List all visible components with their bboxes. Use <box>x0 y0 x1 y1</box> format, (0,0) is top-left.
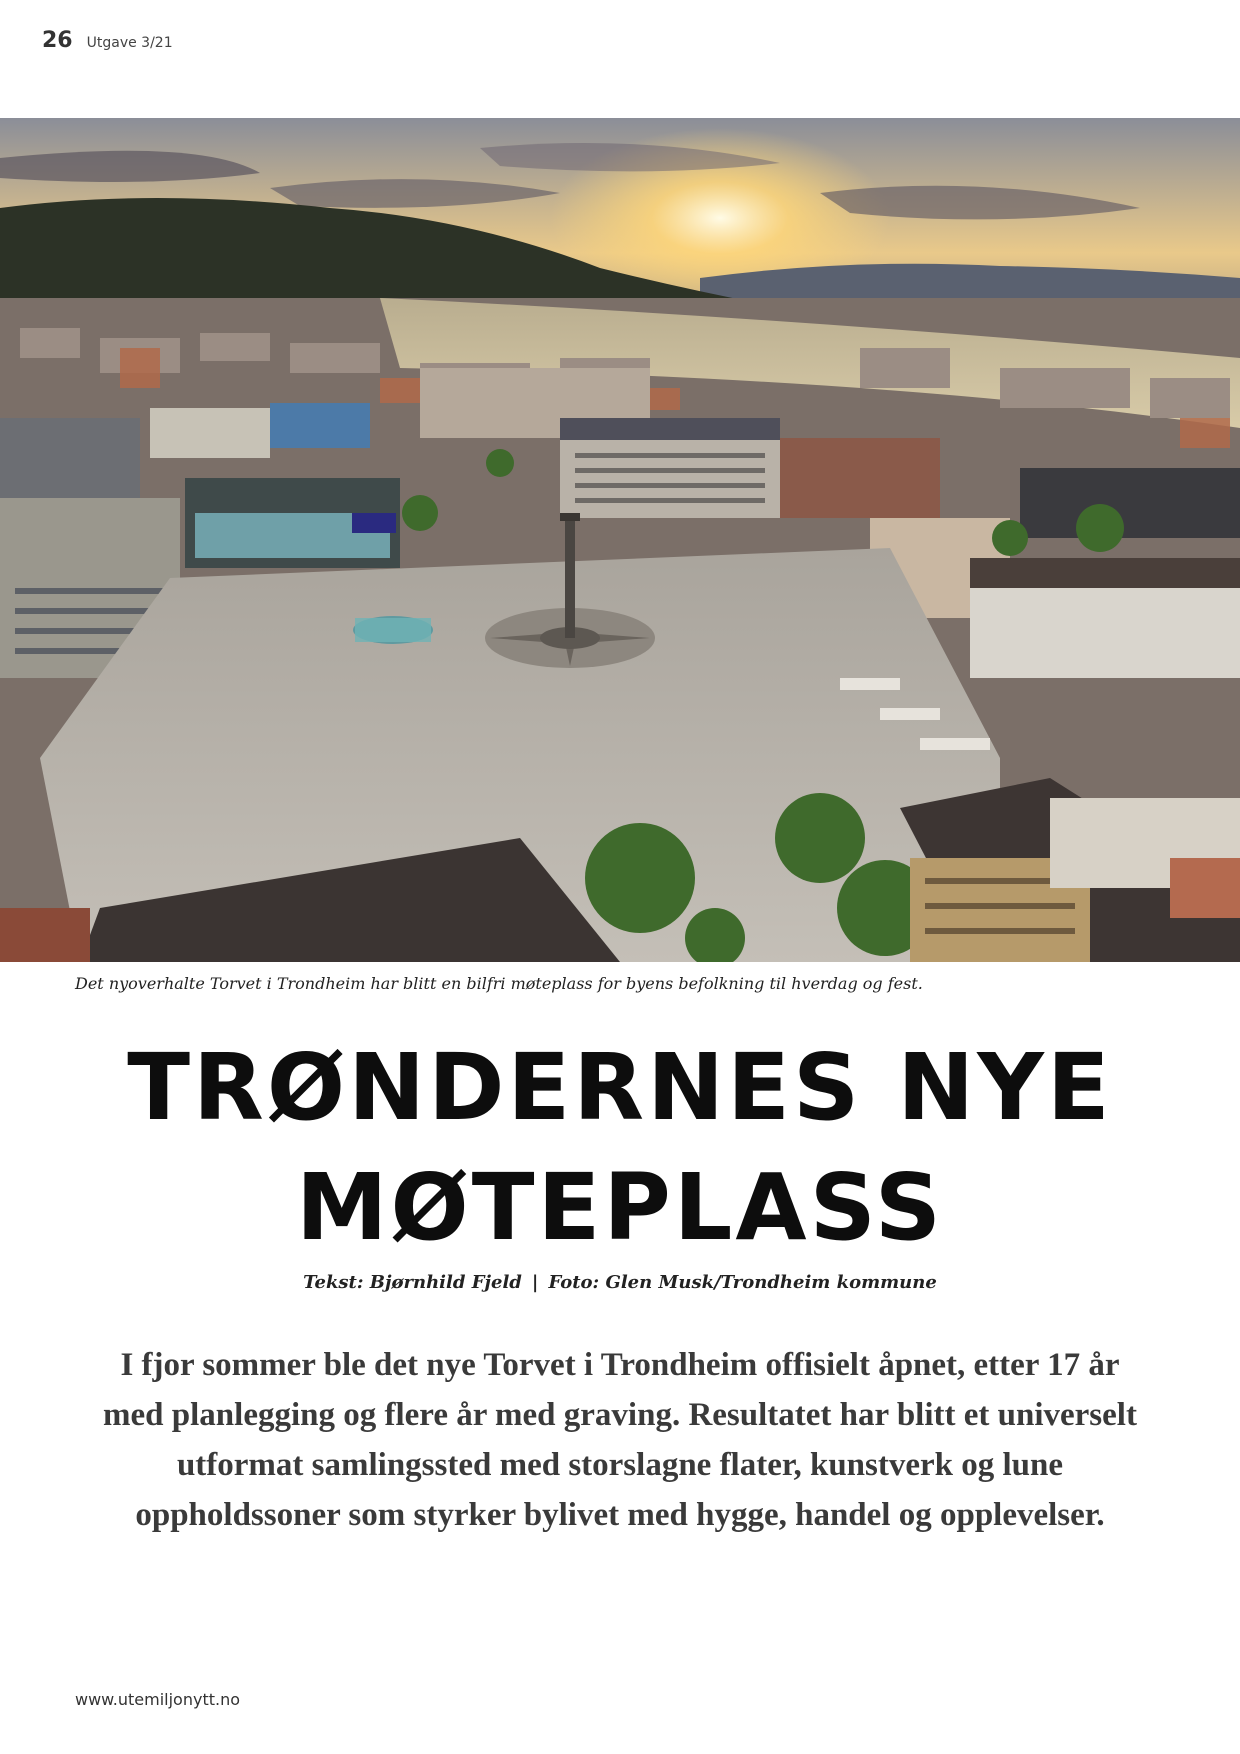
article-lede: I fjor sommer ble det nye Torvet i Trondheim offisielt åpnet, etter 17 år med planlegging og flere år med graving. Resultatet har blitt et universelt utformat samlingssted med storslagne flater, kunstverk og lune oppholdssoner som styrker bylivet med hygge, handel og opplevelser. <box>103 1347 1137 1533</box>
headline-line-2: MØTEPLASS <box>296 1154 944 1261</box>
hotel-roof <box>560 418 780 440</box>
pavilion-glass <box>355 618 431 642</box>
column-top <box>560 513 580 521</box>
building <box>150 408 270 458</box>
aerial-city-illustration <box>0 118 1240 962</box>
page-number: 26 <box>42 28 73 53</box>
building-roof <box>970 558 1240 588</box>
building <box>1020 468 1240 538</box>
building <box>270 403 370 448</box>
building <box>780 438 940 518</box>
headline-line-1: TRØNDERNES NYE <box>127 1034 1113 1141</box>
red-building <box>1170 858 1240 918</box>
photo-caption: Det nyoverhalte Torvet i Trondheim har blitt en bilfri møteplass for byens befolkning til hverdag og fest. <box>75 974 923 993</box>
article-headline <box>0 1028 1240 1268</box>
byline <box>0 1272 1240 1293</box>
hero-photo <box>0 118 1240 962</box>
olav-column <box>565 518 575 638</box>
page-header <box>42 28 173 53</box>
author-credit: Tekst: Bjørnhild Fjeld <box>303 1272 522 1293</box>
byline-separator: | <box>531 1272 539 1293</box>
footer-url[interactable]: www.utemiljonytt.no <box>75 1690 241 1709</box>
photo-credit: Foto: Glen Musk/Trondheim kommune <box>548 1272 937 1293</box>
led-screen <box>352 513 396 533</box>
issue-label: Utgave 3/21 <box>86 35 173 51</box>
corner-building <box>0 908 90 962</box>
building <box>0 418 140 498</box>
